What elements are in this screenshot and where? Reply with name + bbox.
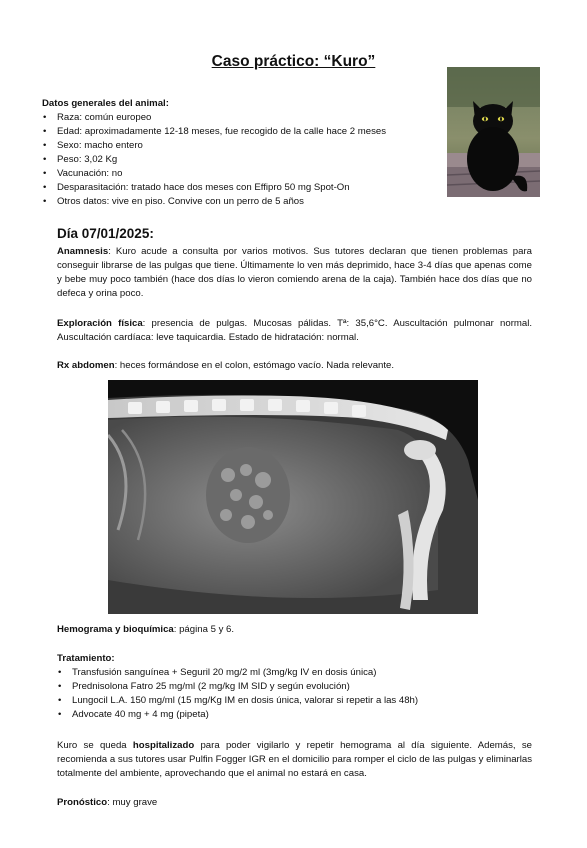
hemogram-text: : página 5 y 6. [173, 624, 235, 635]
cat-photo [447, 67, 540, 197]
prognosis-paragraph [57, 796, 532, 810]
treatment-heading: Tratamiento: [57, 653, 115, 664]
hospitalization-text-post: para poder vigilarlo y repetir hemograma al día siguiente. Además, se recomienda a sus tutores usar Pulfin Fogger IGR en el domicilio para romper el ciclo de las pulgas y eliminarlas totalmente del ambiente, aprovechando que el animal no estará en casa. [57, 740, 532, 779]
day-heading: Día 07/01/2025: [57, 226, 154, 241]
general-data-heading: Datos generales del animal: [42, 98, 169, 109]
list-item: • Edad: aproximadamente 12-18 meses, fue recogido de la calle hace 2 meses [42, 125, 447, 139]
hospitalization-text-pre: Kuro se queda [57, 740, 133, 751]
hospitalization-bold: hospitalizado [132, 740, 195, 751]
list-item: • Peso: 3,02 Kg [42, 153, 447, 167]
list-item: • Advocate 40 mg + 4 mg (pipeta) [57, 708, 532, 722]
treatment-list [57, 666, 532, 722]
xray-image [108, 380, 478, 614]
list-item: • Otros datos: vive en piso. Convive con un perro de 5 años [42, 195, 447, 209]
list-item: • Prednisolona Fatro 25 mg/ml (2 mg/kg IM SID y según evolución) [57, 680, 532, 694]
hemogram-label: Hemograma y bioquímica [57, 624, 174, 635]
list-item: • Raza: común europeo [42, 111, 447, 125]
rx-text: : heces formándose en el colon, estómago vacío. Nada relevante. [114, 360, 395, 371]
prognosis-text: : muy grave [107, 797, 158, 808]
prognosis-label: Pronóstico [57, 797, 108, 808]
anamnesis-paragraph [57, 245, 532, 301]
list-item: • Desparasitación: tratado hace dos meses con Effipro 50 mg Spot-On [42, 181, 447, 195]
list-item: • Vacunación: no [42, 167, 447, 181]
list-item: • Transfusión sanguínea + Seguril 20 mg/2 ml (3mg/kg IV en dosis única) [57, 666, 532, 680]
exploration-paragraph [57, 317, 532, 345]
hemogram-paragraph [57, 623, 532, 637]
page-title: Caso práctico: “Kuro” [211, 53, 376, 70]
treatment-section [57, 652, 532, 722]
anamnesis-text: : Kuro acude a consulta por varios motivos. Sus tutores declaran que tienen problemas para conseguir librarse de las pulgas que tiene. Últimamente lo ven más deprimido, hace 3-4 días que apenas come y bebe muy poco también (hace dos días lo vieron comiendo arena de la caja). También hace dos días que no defeca y orina poco. [57, 246, 532, 299]
exploration-label: Exploración física [57, 318, 143, 329]
exploration-text: : presencia de pulgas. Mucosas pálidas. Tª: 35,6°C. Auscultación pulmonar normal. Auscultación cardíaca: leve taquicardia. Estado de hidratación: normal. [57, 318, 533, 343]
anamnesis-label: Anamnesis [57, 246, 109, 257]
general-data-section [42, 97, 447, 209]
rx-paragraph [57, 359, 532, 373]
general-data-list [42, 111, 447, 209]
rx-label: Rx abdomen [57, 360, 115, 371]
list-item: • Sexo: macho entero [42, 139, 447, 153]
hospitalization-paragraph [57, 739, 532, 781]
list-item: • Lungocil L.A. 150 mg/ml (15 mg/Kg IM en dosis única, valorar si repetir a las 48h) [57, 694, 532, 708]
